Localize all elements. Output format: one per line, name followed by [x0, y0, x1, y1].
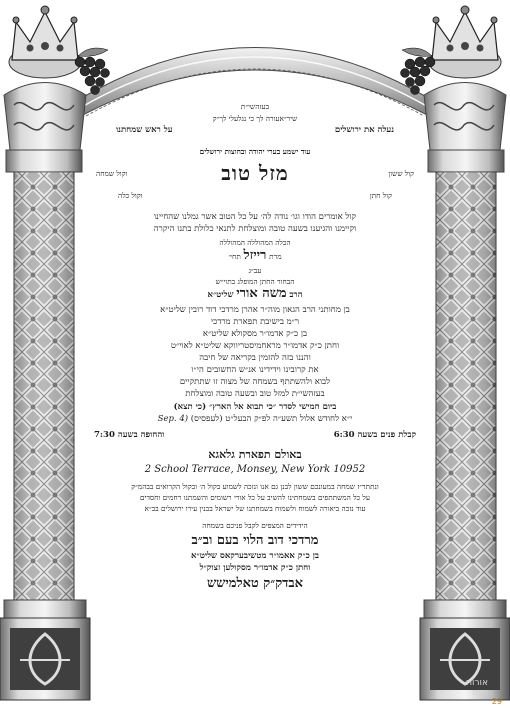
mazal-tov-title: מזל טוב	[221, 161, 289, 185]
host-name: מרדכי דוב הלוי בעם וב״ב	[191, 533, 319, 548]
hebrew-date-line	[92, 414, 418, 425]
invite-line-4: בעזהשי״ת למזל טוב ובשעה טובה ומוצלחת	[185, 389, 325, 399]
times-row	[92, 430, 418, 441]
groom-grandfather: בן כ״ק אדמו״ר מסקולא שליט״א	[202, 329, 308, 339]
bride-name: רייזל	[243, 248, 267, 263]
hall-address: 2 School Terrace, Monsey, New York 10952	[144, 464, 366, 475]
groom-intro: הבחור החתן המופלג בתוי״ש	[215, 277, 295, 286]
right-column	[420, 83, 510, 701]
hall-name: באולם תפארת גלאגא	[208, 448, 302, 461]
welcome-line: הידידים המצפים לקבל פניכם בשמחה	[202, 521, 308, 530]
blessing-line-1: ונתתר״ז שמחה במעונכם ששון לבנן גם אנו ונזכה לשמוע בקול ה׳ ובקול הקרואים בבהמ״ק	[131, 482, 379, 491]
groom-grandfather-2: וחתן כ״ק אדמו״ר מראחמיסטריווקא שליט״א לאוי״ט	[170, 341, 340, 351]
voice-kalla: וקול כלה	[118, 191, 143, 200]
english-date: (Sep. 4	[157, 414, 189, 424]
invite-line-2: את קרובינו וידידינו אנ״ש החשובים הי״ו	[191, 365, 319, 375]
bride-name-row	[92, 248, 418, 265]
blessing-line-2: על כל המשתתפים בשמחתינו להשיב על כל אורי רשומים והשמתנו רחמים וחסדים	[140, 493, 370, 502]
watermark-line-2: חיים	[472, 688, 488, 698]
voices-row-1	[92, 168, 418, 179]
invite-line-3: לבוא ולהשתתף בשמחה של מצוה זו שתתקיים	[179, 377, 331, 387]
groom-suffix: שליט״א	[207, 290, 234, 300]
left-column	[0, 83, 90, 701]
groom-name-row	[92, 286, 418, 303]
bride-title: הכלה המהוללה המהוללה	[219, 238, 291, 247]
left-crown-icon	[9, 6, 81, 78]
hebrew-date: י״א לחודש אלול תשע״ה לפ״ק הבעל״ט (לעפסיס)	[188, 414, 353, 424]
verse-right: נעלה את ירושלים	[334, 125, 394, 135]
voice-chatan: קול חתן	[369, 191, 392, 200]
bsd-header: בעזהשי״ת	[240, 102, 270, 111]
groom-father: בן מחותני הרב הגאון מוה״ר אהרן מרדכי דוד רובין שליט״א	[160, 305, 350, 315]
arc-verse: עוד ישמע בערי יהודה ובחוצות ירושלים	[199, 147, 311, 156]
blessing-line-3: עוד נזכה ביאורה לשמוח ולשמוח בשמחתנו של ישראל בבנין עירו ירושלים בב״א	[144, 504, 366, 513]
date-line: ביום חמישי לסדר ״כי תבוא אל הארץ״ (כי תצא)	[173, 402, 337, 412]
reception-time: קבלת פנים בשעה 6:30	[333, 430, 416, 440]
host-father-in-law: וחתן כ״ק אדמו״ר מסקולען זצוק״ל	[199, 563, 311, 573]
bride-suffix: תחי׳	[228, 252, 241, 261]
ad-me: עב״ג	[248, 266, 262, 275]
right-crown-icon	[429, 6, 501, 78]
host-title: אבדק״ק טאלמישש	[206, 576, 304, 591]
bride-prefix: מרת	[269, 252, 282, 261]
chuppah-time: והחופה בשעה 7:30	[94, 430, 165, 440]
voices-row-2	[92, 190, 418, 201]
page-number: 29	[491, 697, 502, 706]
verse-pair	[92, 125, 418, 136]
verse-line: שיר״אעורה לך כי נגלעלי לך״ק	[212, 114, 298, 123]
watermark-line-1: אורות	[466, 678, 488, 688]
invitation-text	[92, 0, 418, 700]
groom-father-title: ר״מ בישיבת תפארת מרדכי	[210, 317, 300, 327]
host-father: בן כ״ק אאמו״ר מטשיבערקאס שליט״א	[191, 551, 319, 561]
verse-left: על ראש שמחתנו	[116, 125, 173, 135]
voice-sason: קול ששון	[388, 169, 414, 178]
engagement-line: וקיימנו והגיענו בשעה טובה ומוצלחת לתנאי כלולת בתנו היקרה	[153, 224, 357, 234]
groom-name: משה אורי	[236, 286, 287, 301]
invite-line: והננו בזה להזמין בקריאה של חיבה	[199, 353, 311, 363]
groom-prefix: הרב	[289, 290, 303, 300]
watermark	[466, 678, 488, 698]
voice-simcha: וקול שמחה	[96, 169, 128, 178]
thanks-line: קול אומרים הודו וגו׳ נודה לה׳ על כל הטוב אשר גמלנו שהחיינו	[153, 212, 357, 222]
